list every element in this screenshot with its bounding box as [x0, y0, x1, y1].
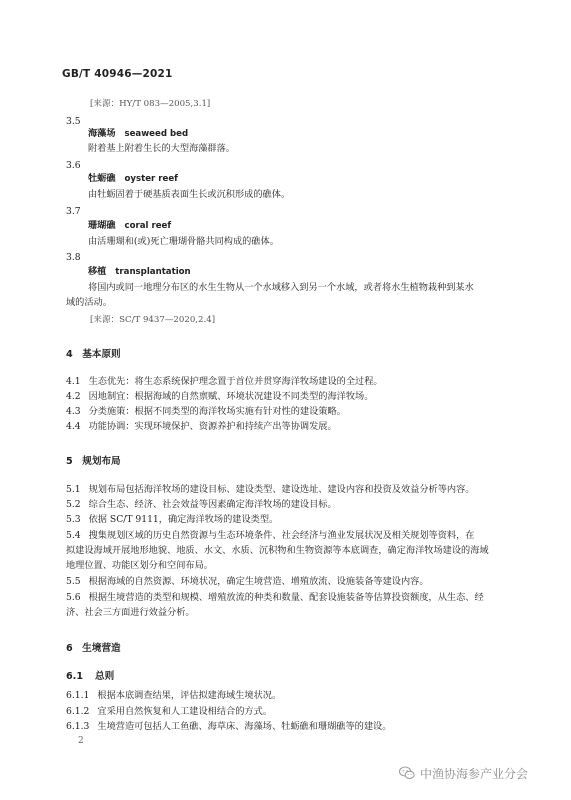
clause: 5.2 综合生态、经济、社会效益等因素确定海洋牧场的建设目标。: [66, 499, 337, 510]
term-en: transplantation: [115, 267, 191, 277]
term-number: 3.8: [66, 252, 81, 263]
term-definition: 由活珊瑚和(或)死亡珊瑚骨骼共同构成的礁体。: [88, 236, 279, 247]
term-en: seaweed bed: [124, 129, 189, 139]
clause: 5.6 根据生境营造的类型和规模、增殖放流的种类和数量、配套设施装备等估算投资额度，从生态、经: [66, 592, 484, 603]
clause: 5.4 搜集规划区域的历史自然资源与生态环境条件、社会经济与渔业发展状况及相关规划等资料，在: [66, 530, 475, 541]
term-heading: [88, 128, 188, 140]
term-number: 3.7: [66, 206, 81, 217]
page-number: 2: [78, 736, 84, 746]
clause: 6.1.1 根据本底调查结果，评估拟建海域生境状况。: [66, 690, 282, 701]
section-heading: 4 基本原则: [66, 349, 121, 360]
section-heading: 5 规划布局: [66, 456, 121, 467]
clause: 5.3 依据 SC/T 9111，确定海洋牧场的建设类型。: [66, 514, 279, 525]
subsection-heading: 6.1 总则: [66, 671, 115, 682]
wechat-icon: [398, 764, 416, 782]
clause: 4.1 生态优先：将生态系统保护理念置于首位并贯穿海洋牧场建设的全过程。: [66, 376, 383, 387]
term-number: 3.5: [66, 116, 81, 127]
term-definition: 由牡蛎固着于硬基质表面生长或沉积形成的礁体。: [88, 189, 291, 200]
term-definition-line: 将国内或同一地理分布区的水生生物从一个水域移入到另一个水域，或者将水生植物栽种到某水: [88, 282, 474, 293]
term-en: oyster reef: [124, 174, 178, 184]
term-definition: 附着基上附着生长的大型海藻群落。: [88, 143, 235, 154]
source-note: [来源：SC/T 9437—2020,2.4]: [90, 315, 216, 325]
term-definition-line: 域的活动。: [66, 297, 112, 308]
term-cn: 移植: [88, 266, 107, 277]
term-en: coral reef: [124, 221, 172, 231]
clause: 4.3 分类施策：根据不同类型的海洋牧场实施有针对性的建设策略。: [66, 406, 346, 417]
term-number: 3.6: [66, 160, 81, 171]
term-cn: 海藻场: [88, 128, 116, 139]
clause-continuation: 济、社会三方面进行效益分析。: [66, 607, 195, 618]
term-heading: [88, 173, 178, 185]
clause-continuation: 拟建设海域开展地形地貌、地质、水文、水质、沉积物和生物资源等本底调查，确定海洋牧场建设的海域: [66, 545, 489, 556]
watermark: [398, 764, 528, 782]
clause: 4.2 因地制宜：根据海域的自然禀赋、环境状况建设不同类型的海洋牧场。: [66, 391, 374, 402]
clause: 6.1.2 宜采用自然恢复和人工建设相结合的方式。: [66, 706, 272, 717]
term-heading: [88, 220, 171, 232]
clause: 6.1.3 生境营造可包括人工鱼礁、海草床、海藻场、牡蛎礁和珊瑚礁等的建设。: [66, 721, 392, 732]
clause: 5.1 规划布局包括海洋牧场的建设目标、建设类型、建设选址、建设内容和投资及效益分析等内容。: [66, 484, 475, 495]
clause-continuation: 地理位置、功能区划分和空间布局。: [66, 560, 213, 571]
term-cn: 珊瑚礁: [88, 220, 116, 231]
section-heading: 6 生境营造: [66, 643, 121, 654]
watermark-text: 中渔协海参产业分会: [420, 766, 529, 781]
clause: 5.5 根据海域的自然资源、环境状况，确定生境营造、增殖放流、设施装备等建设内容。: [66, 576, 429, 587]
standard-code-header: GB/T 40946—2021: [62, 68, 173, 80]
term-heading: [88, 266, 191, 278]
clause: 4.4 功能协调：实现环境保护、资源养护和持续产出等协调发展。: [66, 421, 337, 432]
term-cn: 牡蛎礁: [88, 173, 116, 184]
source-note: [来源：HY/T 083—2005,3.1]: [90, 99, 211, 109]
